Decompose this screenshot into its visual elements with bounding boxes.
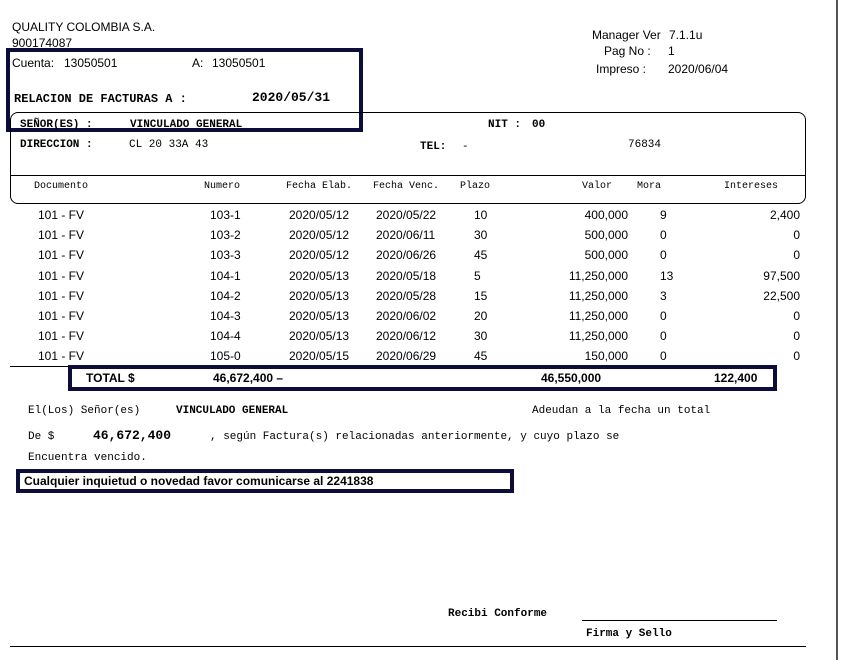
- cuenta-label: Cuenta:: [12, 56, 55, 70]
- cell-numero: 103-1: [210, 208, 241, 222]
- statement-text: , según Factura(s) relacionadas anteriormente, y cuyo plazo se: [210, 431, 620, 443]
- cell-numero: 104-2: [210, 288, 241, 303]
- header-fecha-venc: Fecha Venc.: [373, 181, 440, 192]
- cell-mora: 0: [660, 309, 667, 323]
- cell-documento: 101 - FV: [38, 208, 85, 222]
- statement-prefix: El(Los) Señor(es): [28, 405, 141, 417]
- nit-label: NIT :: [488, 119, 522, 131]
- manager-version-label: Manager Ver: [592, 28, 661, 42]
- cell-fecha-venc: 2020/06/02: [376, 309, 437, 323]
- cell-intereses: 22,500: [763, 288, 800, 303]
- cuenta-to: 13050501: [212, 56, 266, 70]
- cell-fecha-elab: 2020/05/13: [289, 268, 350, 283]
- cell-numero: 104-4: [210, 329, 241, 344]
- header-fecha-elab: Fecha Elab.: [286, 181, 353, 192]
- header-intereses: Intereses: [724, 181, 779, 192]
- report-date: 2020/05/31: [252, 90, 331, 105]
- cell-intereses: 0: [793, 329, 800, 344]
- cell-intereses: 0: [793, 349, 800, 364]
- direccion-label: DIRECCION :: [20, 139, 93, 151]
- totals-highlight-box: [68, 365, 777, 391]
- cell-documento: 101 - FV: [38, 329, 85, 344]
- printed-label: Impreso :: [596, 62, 647, 76]
- senor-label: SEÑOR(ES) :: [20, 119, 93, 131]
- cell-mora: 0: [660, 228, 667, 243]
- cell-fecha-venc: 2020/06/29: [376, 349, 437, 364]
- cell-plazo: 45: [474, 248, 488, 263]
- cell-numero: 105-0: [210, 349, 241, 364]
- cell-fecha-venc: 2020/05/28: [376, 288, 437, 303]
- customer-nit: 00: [532, 119, 546, 131]
- header-documento: Documento: [34, 181, 89, 192]
- cell-intereses: 0: [793, 228, 800, 243]
- page-number: 1: [668, 44, 675, 58]
- cuenta-to-label: A:: [192, 56, 204, 70]
- header-plazo: Plazo: [460, 181, 491, 192]
- cell-fecha-elab: 2020/05/15: [289, 349, 350, 364]
- cell-mora: 9: [660, 208, 667, 222]
- cell-fecha-venc: 2020/06/12: [376, 329, 437, 344]
- cell-numero: 104-1: [210, 268, 241, 283]
- cell-plazo: 20: [474, 309, 488, 323]
- cell-valor: 400,000: [584, 208, 628, 222]
- cell-mora: 0: [660, 248, 667, 263]
- cell-numero: 104-3: [210, 309, 241, 323]
- printed-date: 2020/06/04: [668, 62, 729, 76]
- cell-documento: 101 - FV: [38, 309, 85, 323]
- cell-documento: 101 - FV: [38, 349, 85, 364]
- statement-suffix: Adeudan a la fecha un total: [532, 405, 711, 417]
- statement-de-label: De $: [28, 431, 55, 443]
- footer-rule: [10, 646, 806, 647]
- signature-line: [582, 620, 777, 621]
- totals-total: 46,672,400 –: [213, 371, 284, 385]
- cell-fecha-elab: 2020/05/12: [289, 248, 350, 263]
- totals-rule: [10, 366, 70, 367]
- cell-valor: 11,250,000: [568, 309, 628, 323]
- cell-mora: 13: [660, 268, 674, 283]
- statement-vencido: Encuentra vencido.: [28, 452, 147, 464]
- cuenta-from: 13050501: [64, 56, 118, 70]
- received-label: Recibi Conforme: [448, 608, 548, 620]
- cell-valor: 11,250,000: [568, 288, 628, 303]
- customer-name: VINCULADO GENERAL: [130, 119, 243, 131]
- cell-plazo: 15: [474, 288, 488, 303]
- statement-name: VINCULADO GENERAL: [176, 405, 289, 417]
- header-mora: Mora: [637, 181, 662, 192]
- totals-label: TOTAL $: [86, 371, 135, 385]
- statement-amount: 46,672,400: [93, 428, 172, 443]
- header-numero: Numero: [204, 181, 241, 192]
- cell-fecha-elab: 2020/05/13: [289, 309, 350, 323]
- cell-valor: 11,250,000: [568, 268, 628, 283]
- cell-fecha-elab: 2020/05/13: [289, 329, 350, 344]
- cell-fecha-venc: 2020/05/22: [376, 208, 437, 222]
- manager-version: 7.1.1u: [669, 28, 703, 42]
- totals-intereses: 122,400: [714, 371, 758, 385]
- cell-mora: 0: [660, 329, 667, 344]
- cell-fecha-elab: 2020/05/12: [289, 208, 350, 222]
- cell-plazo: 30: [474, 329, 488, 344]
- cell-plazo: 45: [474, 349, 488, 364]
- cell-mora: 3: [660, 288, 667, 303]
- cell-intereses: 97,500: [763, 268, 800, 283]
- cell-fecha-venc: 2020/06/26: [376, 248, 437, 263]
- customer-code: 76834: [628, 139, 662, 151]
- cell-documento: 101 - FV: [38, 248, 85, 263]
- cell-documento: 101 - FV: [38, 228, 85, 243]
- cell-fecha-venc: 2020/06/11: [376, 228, 436, 243]
- cell-intereses: 0: [793, 309, 800, 323]
- cell-valor: 500,000: [584, 248, 628, 263]
- cell-numero: 103-2: [210, 228, 241, 243]
- customer-tel: -: [462, 141, 469, 153]
- report-title: RELACION DE FACTURAS A :: [14, 92, 187, 106]
- cell-documento: 101 - FV: [38, 268, 85, 283]
- page-edge: [836, 0, 838, 660]
- customer-address: CL 20 33A 43: [129, 139, 209, 151]
- header-valor: Valor: [582, 181, 613, 192]
- page-number-label: Pag No :: [604, 44, 651, 58]
- cell-fecha-elab: 2020/05/13: [289, 288, 350, 303]
- cell-mora: 0: [660, 349, 667, 364]
- cell-valor: 11,250,000: [568, 329, 628, 344]
- cell-numero: 103-3: [210, 248, 241, 263]
- totals-valor: 46,550,000: [541, 371, 602, 385]
- cell-fecha-elab: 2020/05/12: [289, 228, 350, 243]
- cell-plazo: 5: [474, 268, 481, 283]
- cell-fecha-venc: 2020/05/18: [376, 268, 437, 283]
- sign-label: Firma y Sello: [586, 628, 672, 640]
- cell-plazo: 10: [474, 208, 488, 222]
- cell-plazo: 30: [474, 228, 488, 243]
- cell-intereses: 2,400: [769, 208, 800, 222]
- company-nit: 900174087: [12, 36, 73, 50]
- cell-intereses: 0: [793, 248, 800, 263]
- box-divider: [11, 175, 805, 176]
- tel-label: TEL:: [420, 141, 447, 153]
- contact-message: Cualquier inquietud o novedad favor comunicarse al 2241838: [24, 474, 374, 488]
- company-name: QUALITY COLOMBIA S.A.: [12, 20, 156, 34]
- cell-documento: 101 - FV: [38, 288, 85, 303]
- cell-valor: 500,000: [584, 228, 628, 243]
- cell-valor: 150,000: [584, 349, 628, 364]
